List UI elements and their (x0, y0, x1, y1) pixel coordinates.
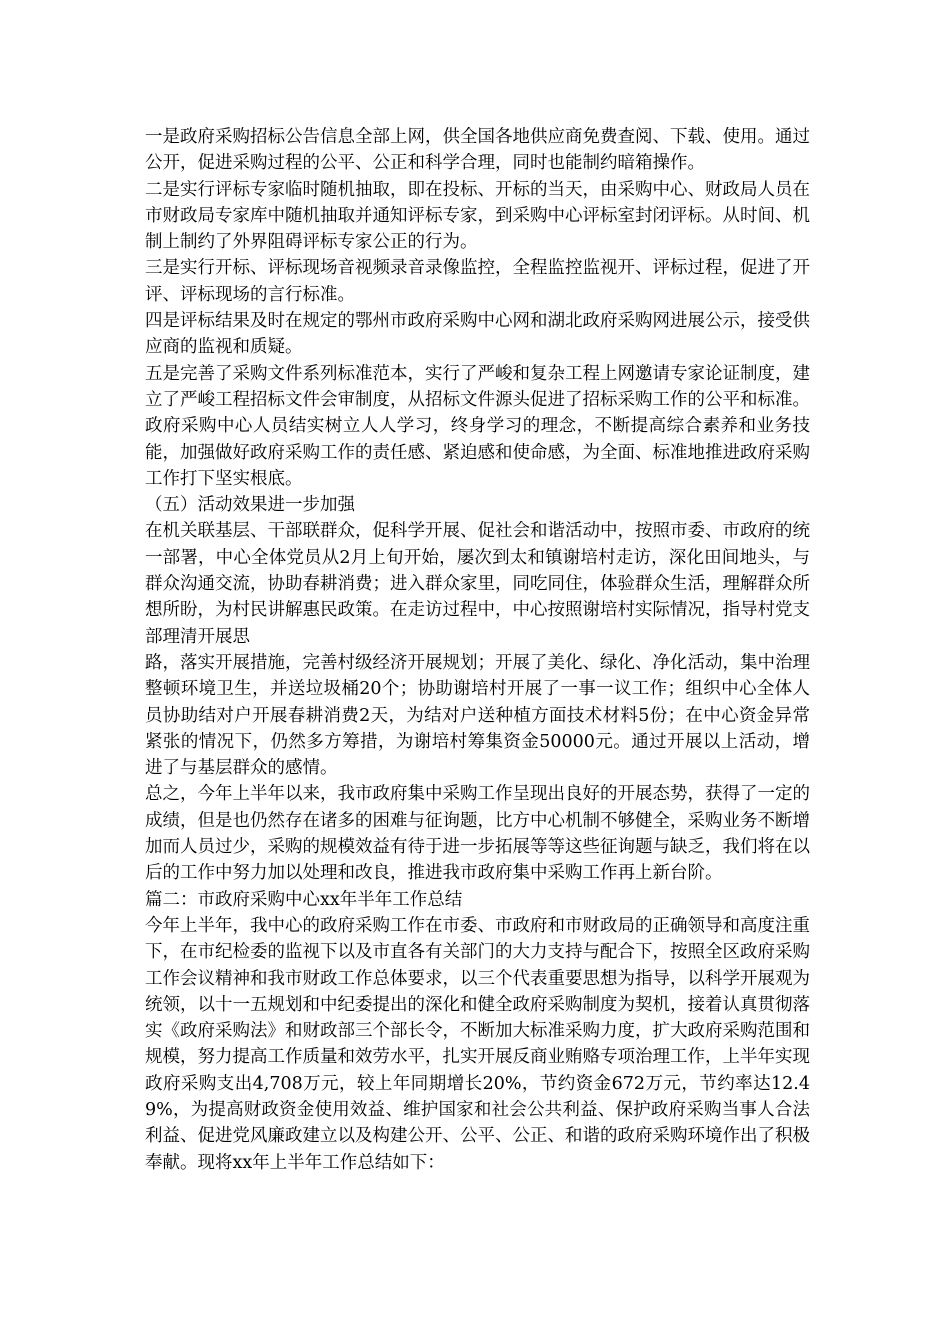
paragraph-staff-learning: 政府采购中心人员结实树立人人学习，终身学习的理念，不断提高综合素养和业务技能，加强做好政府采购工作的责任感、紧迫感和使命感，为全面、标准地推进政府采购工作打下坚实根底。 (145, 416, 810, 489)
paragraph-video-monitoring: 三是实行开标、评标现场音视频录音录像监控，全程监控监视开、评标过程，促进了开评、评标现场的言行标准。 (145, 258, 810, 305)
paragraph-half-year-overview: 今年上半年，我中心的政府采购工作在市委、市政府和市财政局的正确领导和高度注重下，在市纪检委的监视下以及市直各有关部门的大力支持与配合下，按照全区政府采购工作会议精神和我市财政工作总体要求，以三个代表重要思想为指导，以科学开展观为统领，以十一五规划和中纪委提出的深化和健全政府采购制度为契机，接着认真贯彻落实《政府采购法》和财政部三个部长令，不断加大标准采购力度，扩大政府采购范围和规模，努力提高工作质量和效劳水平，扎实开展反商业贿赂专项治理工作，上半年实现政府采购支出4,708万元，较上年同期增长20%，节约资金672万元，节约率达12.49%，为提高财政资金使用效益、维护国家和社会公共利益、保护政府采购当事人合法利益、促进党风廉政建立以及构建公开、公平、公正、和谐的政府采购环境作出了积极奉献。现将xx年上半年工作总结如下： (145, 915, 810, 1173)
paragraph-random-expert-selection: 二是实行评标专家临时随机抽取，即在投标、开标的当天，由采购中心、财政局人员在市财政局专家库中随机抽取并通知评标专家，到采购中心评标室封闭评标。从时间、机制上制约了外界阻碍评标专家公正的行为。 (145, 179, 810, 253)
chapter-heading-part-two: 篇二：市政府采购中心xx年半年工作总结 (145, 889, 463, 910)
paragraph-grassroots-visit: 在机关联基层、干部联群众，促科学开展、促社会和谐活动中，按照市委、市政府的统一部署，中心全体党员从2月上旬开始，屡次到太和镇谢培村走访，深化田间地头，与群众沟通交流，协助春耕消费；进入群众家里，同吃同住，体验群众生活，理解群众所想所盼，为村民讲解惠民政策。在走访过程中，中心按照谢培村实际情况，指导村党支部理清开展思 (145, 521, 810, 647)
paragraph-result-publicity: 四是评标结果及时在规定的鄂州市政府采购中心网和湖北政府采购网进展公示，接受供应商的监视和质疑。 (145, 311, 810, 358)
paragraph-standard-templates: 五是完善了采购文件系列标准范本，实行了严峻和复杂工程上网邀请专家论证制度，建立了严峻工程招标文件会审制度，从招标文件源头促进了招标采购工作的公平和标准。 (145, 363, 810, 410)
document-body (145, 124, 810, 1176)
paragraph-conclusion: 总之，今年上半年以来，我市政府集中采购工作呈现出良好的开展态势，获得了一定的成绩，但是也仍然存在诸多的困难与征询题，比方中心机制不够健全，采购业务不断增加而人员过少，采购的规模效益有待于进一步拓展等等这些征询题与缺乏，我们将在以后的工作中努力加以处理和改良，推进我市政府集中采购工作再上新台阶。 (145, 784, 810, 884)
section-heading-activity-effect: （五）活动效果进一步加强 (145, 495, 355, 516)
paragraph-procurement-notice-online: 一是政府采购招标公告信息全部上网，供全国各地供应商免费查阅、下载、使用。通过公开，促进采购过程的公平、公正和科学合理，同时也能制约暗箱操作。 (145, 127, 810, 174)
paragraph-development-measures: 路，落实开展措施，完善村级经济开展规划；开展了美化、绿化、净化活动，集中治理整顿环境卫生，并送垃圾桶20个；协助谢培村开展了一事一议工作；组织中心全体人员协助结对户开展春耕消费2天，为结对户送种植方面技术材料5份；在中心资金异常紧张的情况下，仍然多方筹措，为谢培村筹集资金50000元。通过开展以上活动，增进了与基层群众的感情。 (145, 652, 810, 779)
